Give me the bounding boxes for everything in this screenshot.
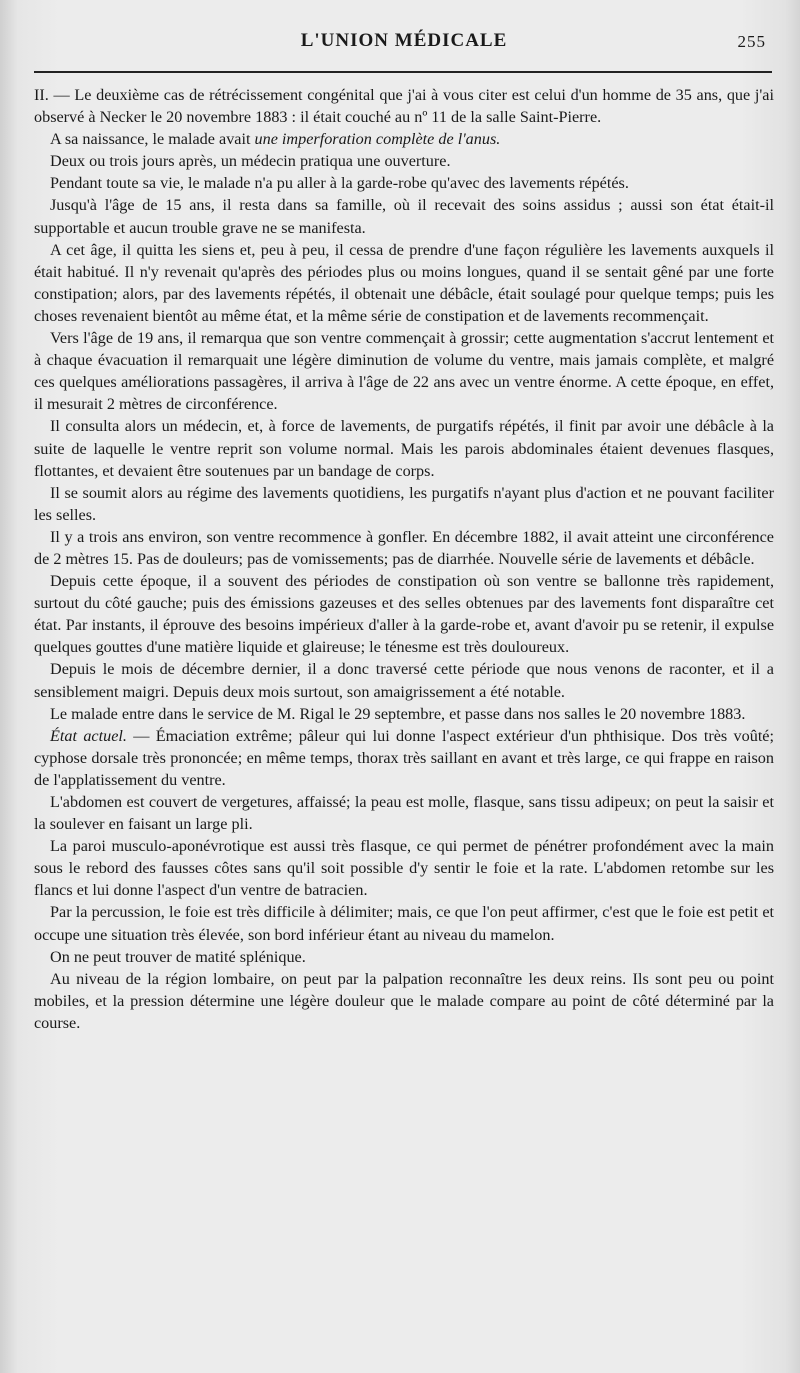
paragraph-6: A cet âge, il quitta les siens et, peu à peu, il cessa de prendre d'une façon régulière les lavements auxquels il était habitué. Il n'y revenait qu'après des périodes plus ou moins longues, quand il se sentait gêné par une forte constipation; alors, par des lavements répétés, il obtenait une débâcle, était soulagé pour quelque temps; puis les choses revenaient bientôt au même état, et la même série de constipation et de lavements recommençait.	[34, 240, 774, 325]
paragraph-18: On ne peut trouver de matité splénique.	[50, 947, 306, 966]
paragraph-19: Au niveau de la région lombaire, on peut par la palpation reconnaître les deux reins. Ils sont peu ou point mobiles, et la pression détermine une légère douleur que le malade compare au point de côté déterminé par la course.	[34, 969, 774, 1032]
paragraph-16: La paroi musculo-aponévrotique est aussi très flasque, ce qui permet de pénétrer profondément avec la main sous le rebord des fausses côtes sans qu'il soit possible d'y sentir le foie et la rate. L'abdomen retombe sur les flancs et lui donne l'aspect d'un ventre de batracien.	[34, 837, 774, 900]
paragraph-4: Pendant toute sa vie, le malade n'a pu aller à la garde-robe qu'avec des lavements répétés.	[50, 174, 629, 193]
paragraph-2-text: A sa naissance, le malade avait	[50, 130, 255, 149]
paragraph-5: Jusqu'à l'âge de 15 ans, il resta dans sa famille, où il recevait des soins assidus ; aussi son état était-il supportable et aucun trouble grave ne se manifesta.	[34, 196, 774, 237]
paragraph-14	[34, 725, 774, 791]
paragraph-14-text: — Émaciation extrême; pâleur qui lui donne l'aspect extérieur d'un phthisique. Dos très voûté; cyphose dorsale très prononcée; en même temps, thorax très saillant en avant et très large, ce qui frappe en raison de l'applatissement du ventre.	[34, 726, 774, 789]
paragraph-17: Par la percussion, le foie est très difficile à délimiter; mais, ce que l'on peut affirmer, c'est que le foie est petit et occupe une situation très élevée, son bord inférieur étant au niveau du mamelon.	[34, 903, 774, 944]
running-title: L'UNION MÉDICALE	[300, 30, 508, 51]
paragraph-2	[34, 128, 774, 150]
paragraph-15: L'abdomen est couvert de vergetures, affaissé; la peau est molle, flasque, sans tissu adipeux; on peut la saisir et la soulever en faisant un large pli.	[34, 793, 774, 834]
article-body	[34, 84, 774, 1034]
page-header	[34, 30, 774, 60]
section-label-etat-actuel: État actuel.	[50, 726, 127, 745]
paragraph-10: Il y a trois ans environ, son ventre recommence à gonfler. En décembre 1882, il avait atteint une circonférence de 2 mètres 15. Pas de douleurs; pas de vomissements; pas de diarrhée. Nouvelle série de lavements et débâcle.	[34, 527, 774, 568]
paragraph-12: Depuis le mois de décembre dernier, il a donc traversé cette période que nous venons de raconter, et il a sensiblement maigri. Depuis deux mois surtout, son amaigrissement a été notable.	[34, 660, 774, 701]
paragraph-3: Deux ou trois jours après, un médecin pratiqua une ouverture.	[50, 152, 451, 171]
paragraph-9: Il se soumit alors au régime des lavements quotidiens, les purgatifs n'ayant plus d'action et ne pouvant faciliter les selles.	[34, 483, 774, 524]
paragraph-13: Le malade entre dans le service de M. Rigal le 29 septembre, et passe dans nos salles le 20 novembre 1883.	[50, 704, 746, 723]
header-rule	[34, 71, 772, 73]
paragraph-1: II. — Le deuxième cas de rétrécissement congénital que j'ai à vous citer est celui d'un homme de 35 ans, que j'ai observé à Necker le 20 novembre 1883 : il était couché au nº 11 de la salle Saint-Pierre.	[34, 86, 774, 127]
paragraph-2-emphasis: une imperforation complète de l'anus.	[254, 130, 501, 149]
paragraph-8: Il consulta alors un médecin, et, à force de lavements, de purgatifs répétés, il finit par avoir une débâcle à la suite de laquelle le ventre reprit son volume normal. Mais les parois abdominales étaient devenues flasques, flottantes, et devaient être soutenues par un bandage de corps.	[34, 417, 774, 480]
paragraph-7: Vers l'âge de 19 ans, il remarqua que son ventre commençait à grossir; cette augmentation s'accrut lentement et à chaque évacuation il remarquait une légère diminution de volume du ventre, mais jamais complète, et malgré ces quelques améliorations passagères, il arriva à l'âge de 22 ans avec un ventre énorme. A cette époque, en effet, il mesurait 2 mètres de circonférence.	[34, 329, 774, 414]
page-number: 255	[737, 32, 766, 51]
paragraph-11: Depuis cette époque, il a souvent des périodes de constipation où son ventre se ballonne très rapidement, surtout du côté gauche; puis des émissions gazeuses et des selles obtenues par des lavements font disparaître cet état. Par instants, il éprouve des besoins impérieux d'aller à la garde-robe et, avant d'avoir pu se retenir, il expulse quelques gouttes d'une matière liquide et glaireuse; le ténesme est très douloureux.	[34, 572, 774, 657]
